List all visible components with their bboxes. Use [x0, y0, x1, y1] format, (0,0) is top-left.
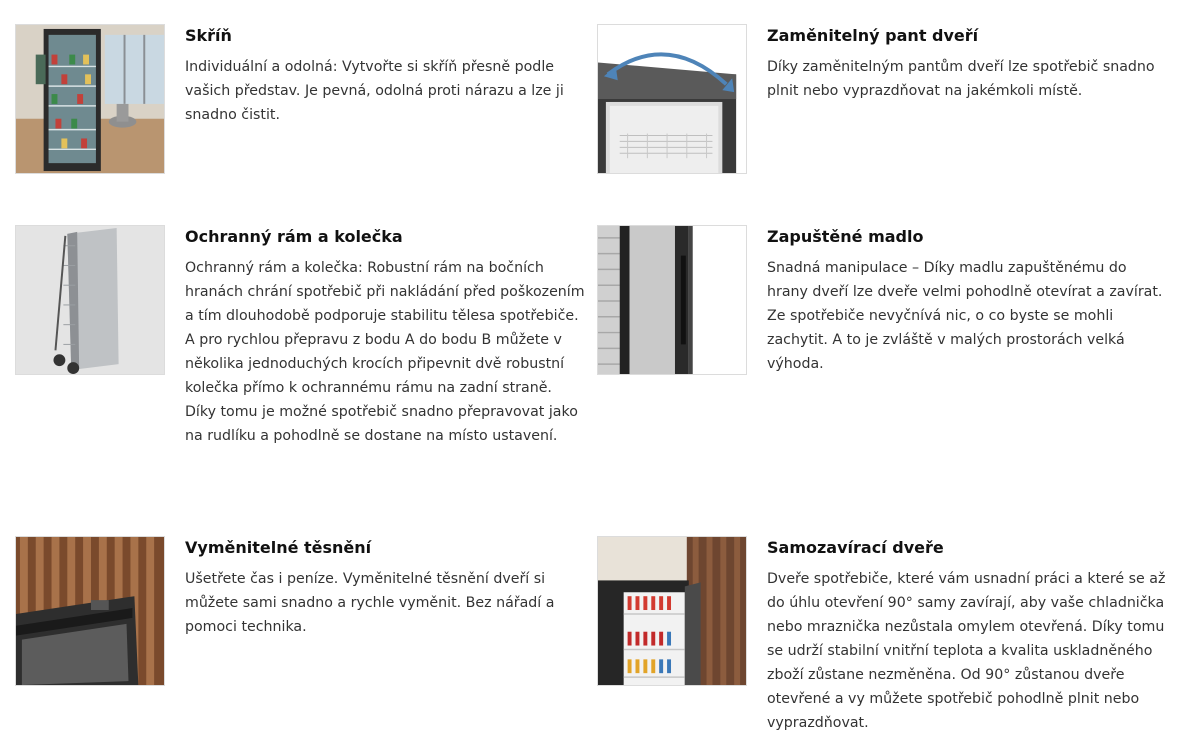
feature-description: Snadná manipulace – Díky madlu zapuštěnému do hrany dveří lze dveře velmi pohodlně otevírat a zavírat. Ze spotřebiče nevyčnívá nic, o co byste se mohli zachytit. A to je zvláště v malých prostorách velká výhoda.: [767, 260, 1163, 372]
feature-title: Skříň: [185, 26, 232, 45]
feature-title: Samozavírací dveře: [767, 538, 944, 557]
feature-description: Ušetřete čas i peníze. Vyměnitelné těsnění dveří si můžete sami snadno a rychle vyměnit. Bez nářadí a pomoci technika.: [185, 571, 555, 635]
feature-title: Ochranný rám a kolečka: [185, 227, 403, 246]
feature-description: Individuální a odolná: Vytvořte si skříň přesně podle vašich představ. Je pevná, odolná proti nárazu a lze ji snadno čistit.: [185, 59, 564, 123]
door-hinge-photo: [597, 24, 747, 174]
feature-description: Dveře spotřebiče, které vám usnadní práci a které se až do úhlu otevření 90° samy zavírají, aby vaše chladnička nebo mraznička nezůstala omylem otevřená. Díky tomu se udrží stabilní vnitřní teplota a kvalita uskladněného zboží zůstane nezměněna. Od 90° zůstanou dveře otevřené a vy můžete spotřebič pohodlně plnit nebo vyprazdňovat.: [767, 571, 1166, 731]
feature-description: Díky zaměnitelným pantům dveří lze spotřebič snadno plnit nebo vyprazdňovat na jakémkoli místě.: [767, 59, 1155, 99]
refrigerator-in-room-photo: [15, 24, 165, 174]
door-seal-photo: [15, 536, 165, 686]
feature-title: Zaměnitelný pant dveří: [767, 26, 979, 45]
feature-title: Vyměnitelné těsnění: [185, 538, 372, 557]
self-closing-door-photo: [597, 536, 747, 686]
feature-description: Ochranný rám a kolečka: Robustní rám na bočních hranách chrání spotřebič při nakládání před poškozením a tím dlouhodobě podporuje stabilitu tělesa spotřebiče. A pro rychlou přepravu z bodu A do bodu B můžete v několika jednoduchých krocích připevnit dvě robustní kolečka přímo k ochrannému rámu na zadní straně. Díky tomu je možné spotřebič snadno přepravovat jako na rudlíku a pohodlně se dostane na místo ustavení.: [185, 260, 585, 444]
recessed-handle-photo: [597, 225, 747, 375]
protective-frame-wheels-photo: [15, 225, 165, 375]
feature-title: Zapuštěné madlo: [767, 227, 924, 246]
